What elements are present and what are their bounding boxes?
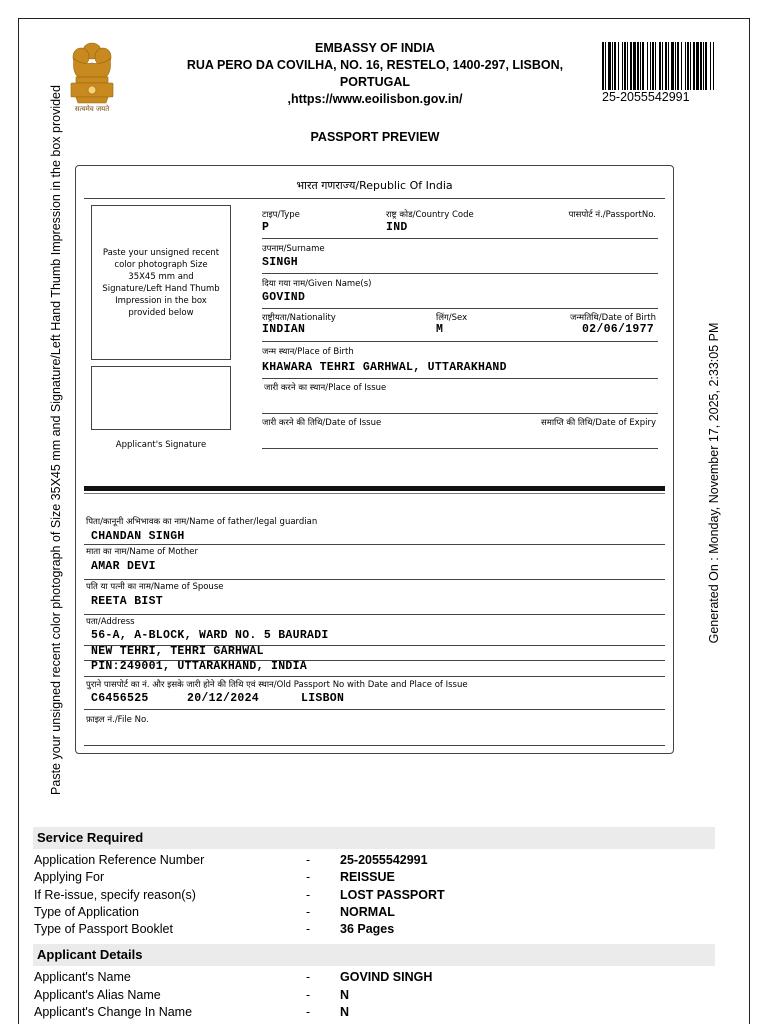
row-dash: - (306, 904, 311, 919)
sex-label: लिंग/Sex (436, 313, 468, 323)
old-passport-number: C6456525 (91, 692, 149, 705)
row-key: Applying For (34, 870, 105, 885)
service-details-section (33, 827, 715, 1021)
divider (262, 378, 658, 379)
father-value: CHANDAN SINGH (91, 530, 185, 543)
table-row (33, 904, 715, 921)
row-value: 36 Pages (340, 922, 395, 937)
row-value: LOST PASSPORT (340, 887, 445, 902)
table-row (33, 1004, 715, 1021)
address-line-1: 56-A, A-BLOCK, WARD NO. 5 BAURADI (91, 629, 329, 642)
row-dash: - (306, 870, 311, 885)
applicant-details-heading: Applicant Details (33, 944, 715, 966)
divider (262, 413, 658, 414)
passport-preview-title: PASSPORT PREVIEW (310, 130, 440, 144)
pob-value: KHAWARA TEHRI GARHWAL, UTTARAKHAND (262, 361, 507, 374)
address-label: पता/Address (86, 617, 135, 627)
row-value: GOVIND SINGH (340, 970, 433, 985)
table-row (33, 921, 715, 938)
header-website: ,https://www.eoilisbon.gov.in/ (287, 92, 463, 106)
table-row (33, 887, 715, 904)
barcode-icon (602, 42, 714, 90)
address-line-3: PIN:249001, UTTARAKHAND, INDIA (91, 660, 308, 673)
type-value: P (262, 221, 270, 234)
side-instruction-text: Paste your unsigned recent color photograph of Size 35X45 mm and Signature/Left Hand Thumb Impression in the box provided (49, 85, 63, 795)
row-value: REISSUE (340, 870, 395, 885)
doi-label: जारी करने की तिथि/Date of Issue (262, 418, 382, 428)
divider (84, 493, 665, 494)
nationality-value: INDIAN (262, 323, 306, 336)
table-row (33, 969, 715, 986)
photo-instruction: Paste your unsigned recent color photograph Size 35X45 mm and Signature/Left Hand Thumb Impression in the box provided below (102, 247, 220, 318)
pob-label: जन्म स्थान/Place of Birth (262, 347, 354, 357)
given-name-value: GOVIND (262, 291, 306, 304)
divider (84, 676, 665, 677)
generated-on-text: Generated On : Monday, November 17, 2025, 2:33:05 PM (707, 322, 721, 644)
divider (262, 448, 658, 449)
header-line-3: PORTUGAL (339, 75, 411, 89)
divider (84, 579, 665, 580)
row-key: Applicant's Change In Name (34, 1005, 193, 1020)
sex-value: M (436, 323, 444, 336)
row-key: Applicant's Name (34, 970, 131, 985)
republic-title: भारत गणराज्य/Republic Of India (296, 179, 453, 192)
row-dash: - (306, 922, 311, 937)
row-dash: - (306, 987, 311, 1002)
old-passport-place: LISBON (301, 692, 345, 705)
divider (262, 238, 658, 239)
table-row (33, 869, 715, 886)
signature-label: Applicant's Signature (115, 440, 207, 450)
divider (262, 341, 658, 342)
old-passport-date: 20/12/2024 (187, 692, 260, 705)
given-name-label: दिया गया नाम/Given Name(s) (262, 279, 372, 289)
service-required-heading: Service Required (33, 827, 715, 849)
old-passport-label: पुराने पासपोर्ट का नं. और इसके जारी होने की तिथि एवं स्थान/Old Passport No with Date and Place of Issue (86, 680, 468, 690)
row-dash: - (306, 853, 311, 867)
divider (84, 709, 665, 710)
signature-box (91, 366, 231, 430)
section-divider (84, 486, 665, 491)
row-value: 25-2055542991 (340, 853, 428, 867)
country-code-value: IND (386, 221, 408, 234)
divider (84, 745, 665, 746)
divider (84, 198, 665, 199)
divider (84, 544, 665, 545)
embassy-header (160, 40, 590, 108)
address-line-2: NEW TEHRI, TEHRI GARHWAL (91, 645, 264, 658)
header-line-1: EMBASSY OF INDIA (315, 41, 435, 55)
dob-value: 02/06/1977 (581, 323, 654, 336)
type-label: टाइप/Type (262, 210, 300, 220)
surname-value: SINGH (262, 256, 299, 269)
row-value: N (340, 1005, 350, 1020)
emblem-motto: सत्यमेव जयते (74, 105, 110, 113)
row-key: Application Reference Number (34, 853, 205, 867)
passport-preview-box (75, 165, 674, 754)
table-row (33, 987, 715, 1004)
row-key: If Re-issue, specify reason(s) (34, 887, 196, 902)
passport-no-label: पासपोर्ट नं./PassportNo. (568, 210, 656, 220)
row-value: NORMAL (340, 904, 395, 919)
file-no-label: फ़ाइल नं./File No. (86, 715, 149, 725)
mother-value: AMAR DEVI (91, 560, 156, 573)
row-dash: - (306, 1005, 311, 1020)
divider (262, 273, 658, 274)
mother-label: माता का नाम/Name of Mother (86, 547, 198, 557)
photo-box (91, 205, 231, 360)
row-key: Type of Passport Booklet (34, 922, 173, 937)
row-dash: - (306, 887, 311, 902)
father-label: पिता/कानूनी अभिभावक का नाम/Name of father/legal guardian (86, 517, 318, 527)
dob-label: जन्मतिथि/Date of Birth (570, 313, 656, 323)
row-key: Applicant's Alias Name (34, 987, 161, 1002)
row-key: Type of Application (34, 904, 139, 919)
spouse-value: REETA BIST (91, 595, 164, 608)
spouse-label: पति या पत्नी का नाम/Name of Spouse (86, 582, 224, 592)
table-row (33, 852, 715, 869)
doe-label: समाप्ति की तिथि/Date of Expiry (541, 418, 656, 428)
nationality-label: राष्ट्रीयता/Nationality (262, 313, 336, 323)
divider (84, 614, 665, 615)
barcode-number: 25-2055542991 (602, 90, 690, 104)
divider (262, 308, 658, 309)
surname-label: उपनाम/Surname (262, 244, 325, 254)
country-code-label: राष्ट्र कोड/Country Code (386, 210, 474, 220)
row-dash: - (306, 970, 311, 985)
poi-label: जारी करने का स्थान/Place of Issue (264, 383, 387, 393)
header-line-2: RUA PERO DA COVILHA, NO. 16, RESTELO, 1400-297, LISBON, (186, 58, 564, 72)
row-value: N (340, 987, 350, 1002)
